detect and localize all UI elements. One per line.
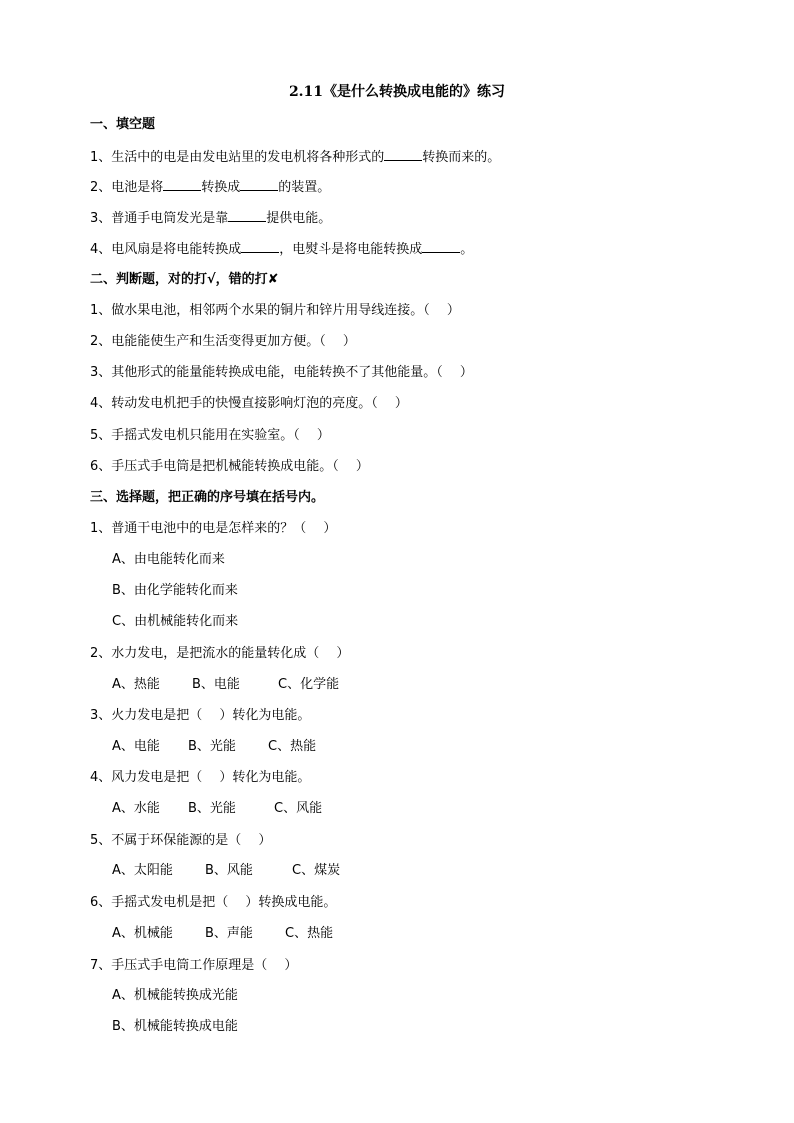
question-text: 4、电风扇是将电能转换成	[90, 242, 242, 257]
choice-options-row	[112, 676, 339, 694]
choice-option: C、热能	[268, 739, 317, 754]
page-title: 2.11《是什么转换成电能的》练习	[288, 84, 506, 100]
choice-option: A、水能	[112, 801, 160, 816]
choice-option: A、电能	[112, 739, 160, 754]
section-heading-fill-blank: 一、填空题	[90, 117, 156, 132]
true-false-item: 3、其他形式的能量能转换成电能，电能转换不了其他能量。（ ）	[90, 365, 473, 380]
choice-option: B、声能	[205, 926, 253, 941]
fill-blank-question-4	[90, 239, 473, 259]
question-text: 提供电能。	[266, 211, 332, 226]
true-false-item: 2、电能能使生产和生活变得更加方便。（ ）	[90, 334, 356, 349]
choice-option: B、风能	[205, 863, 253, 878]
choice-question-3: 3、火力发电是把（ ）转化为电能。	[90, 708, 311, 723]
choice-option: C、煤炭	[292, 863, 341, 878]
choice-options-row	[112, 800, 322, 818]
question-text: 3、普通手电筒发光是靠	[90, 211, 229, 226]
answer-blank[interactable]	[228, 208, 266, 222]
question-text: 的装置。	[278, 180, 331, 195]
question-text: ，电熨斗是将电能转换成	[279, 242, 423, 257]
choice-question-5: 5、不属于环保能源的是（ ）	[90, 833, 272, 848]
true-false-item: 6、手压式手电筒是把机械能转换成电能。（ ）	[90, 459, 369, 474]
fill-blank-question-1	[90, 147, 500, 167]
choice-question-1: 1、普通干电池中的电是怎样来的？（ ）	[90, 521, 337, 536]
choice-question-7: 7、手压式手电筒工作原理是（ ）	[90, 958, 298, 973]
question-text: 1、生活中的电是由发电站里的发电机将各种形式的	[90, 150, 385, 165]
choice-options-row	[112, 862, 340, 880]
section-heading-multiple-choice: 三、选择题，把正确的序号填在括号内。	[90, 490, 325, 505]
choice-question-2: 2、水力发电，是把流水的能量转化成（ ）	[90, 646, 350, 661]
question-text: 2、电池是将	[90, 180, 164, 195]
answer-blank[interactable]	[422, 239, 460, 253]
true-false-item: 4、转动发电机把手的快慢直接影响灯泡的亮度。（ ）	[90, 396, 408, 411]
choice-option: B、由化学能转化而来	[112, 583, 238, 598]
choice-option: A、机械能转换成光能	[112, 988, 238, 1003]
true-false-item: 1、做水果电池，相邻两个水果的铜片和锌片用导线连接。（ ）	[90, 303, 460, 318]
choice-option: B、光能	[188, 739, 236, 754]
choice-option: B、电能	[192, 677, 240, 692]
fill-blank-question-2	[90, 177, 330, 197]
choice-option: C、由机械能转化而来	[112, 614, 239, 629]
answer-blank[interactable]	[163, 177, 201, 191]
fill-blank-question-3	[90, 208, 331, 228]
question-text: 。	[460, 242, 474, 257]
choice-option: B、机械能转换成电能	[112, 1019, 238, 1034]
choice-option: C、化学能	[278, 677, 340, 692]
section-heading-true-false: 二、判断题，对的打√，错的打✘	[90, 272, 279, 287]
question-text: 转换而来的。	[422, 150, 501, 165]
choice-option: A、机械能	[112, 926, 173, 941]
answer-blank[interactable]	[240, 177, 278, 191]
choice-option: A、热能	[112, 677, 160, 692]
choice-option: A、太阳能	[112, 863, 173, 878]
choice-question-6: 6、手摇式发电机是把（ ）转换成电能。	[90, 895, 337, 910]
choice-option: B、光能	[188, 801, 236, 816]
true-false-item: 5、手摇式发电机只能用在实验室。（ ）	[90, 428, 330, 443]
answer-blank[interactable]	[384, 147, 422, 161]
answer-blank[interactable]	[241, 239, 279, 253]
choice-option: C、风能	[274, 801, 323, 816]
choice-question-4: 4、风力发电是把（ ）转化为电能。	[90, 770, 311, 785]
question-text: 转换成	[201, 180, 241, 195]
choice-options-row	[112, 738, 316, 756]
choice-options-row	[112, 925, 333, 943]
choice-option: A、由电能转化而来	[112, 552, 225, 567]
choice-option: C、热能	[285, 926, 334, 941]
